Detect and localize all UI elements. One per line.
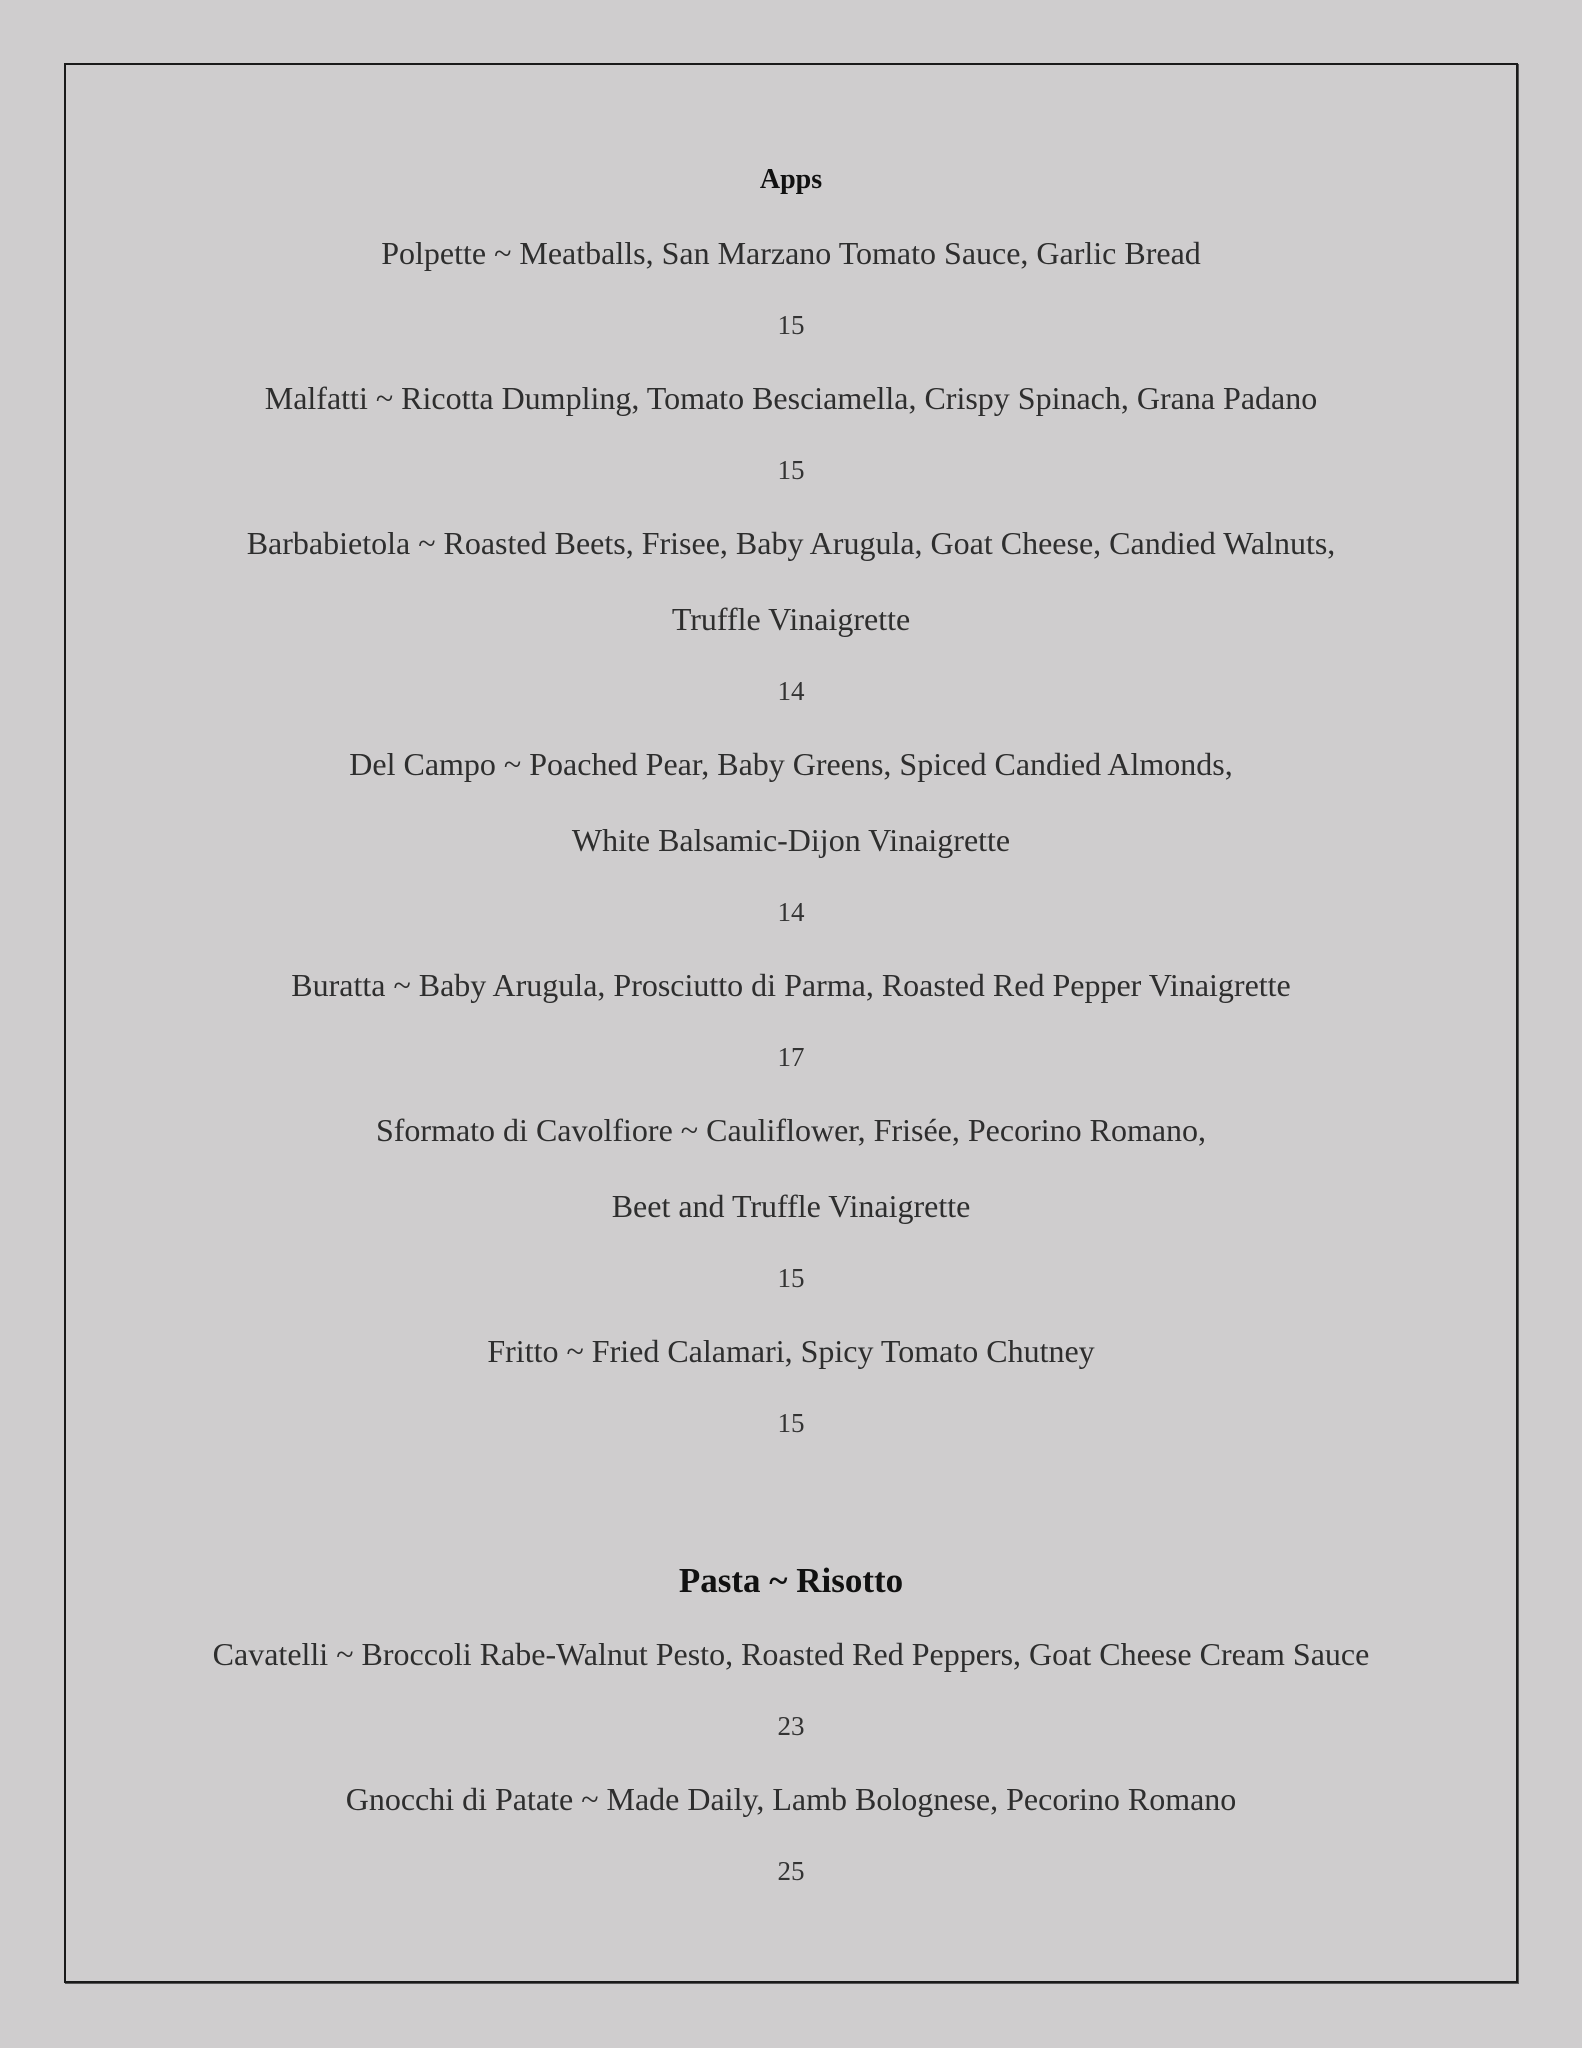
price-fritto: 15 (777, 1408, 805, 1438)
price-sformato: 15 (777, 1263, 805, 1293)
price-malfatti: 15 (777, 455, 805, 485)
menu-item-barbabietola: Barbabietola ~ Roasted Beets, Frisee, Baby Arugula, Goat Cheese, Candied Walnuts, (246, 525, 1336, 561)
price-buratta: 17 (777, 1042, 805, 1072)
menu-item-barbabietola-cont: Truffle Vinaigrette (671, 601, 911, 637)
price-cavatelli: 23 (777, 1711, 805, 1741)
price-gnocchi: 25 (777, 1856, 805, 1886)
menu-item-malfatti: Malfatti ~ Ricotta Dumpling, Tomato Besciamella, Crispy Spinach, Grana Padano (264, 380, 1318, 416)
menu-page (64, 63, 1518, 1983)
menu-item-gnocchi: Gnocchi di Patate ~ Made Daily, Lamb Bolognese, Pecorino Romano (345, 1781, 1237, 1817)
menu-item-polpette: Polpette ~ Meatballs, San Marzano Tomato Sauce, Garlic Bread (381, 235, 1201, 271)
section-heading-apps: Apps (759, 164, 823, 195)
menu-item-buratta: Buratta ~ Baby Arugula, Prosciutto di Parma, Roasted Red Pepper Vinaigrette (291, 967, 1291, 1003)
price-polpette: 15 (777, 310, 805, 340)
menu-item-fritto: Fritto ~ Fried Calamari, Spicy Tomato Chutney (487, 1333, 1095, 1369)
price-barbabietola: 14 (777, 676, 805, 706)
menu-item-sformato: Sformato di Cavolfiore ~ Cauliflower, Frisée, Pecorino Romano, (375, 1112, 1207, 1148)
section-heading-pasta-risotto: Pasta ~ Risotto (678, 1561, 904, 1600)
menu-item-del-campo-cont: White Balsamic-Dijon Vinaigrette (571, 822, 1011, 858)
menu-item-cavatelli: Cavatelli ~ Broccoli Rabe-Walnut Pesto, Roasted Red Peppers, Goat Cheese Cream Sauce (212, 1636, 1370, 1672)
menu-item-del-campo: Del Campo ~ Poached Pear, Baby Greens, Spiced Candied Almonds, (349, 746, 1233, 782)
menu-item-sformato-cont: Beet and Truffle Vinaigrette (611, 1188, 971, 1224)
price-del-campo: 14 (777, 897, 805, 927)
